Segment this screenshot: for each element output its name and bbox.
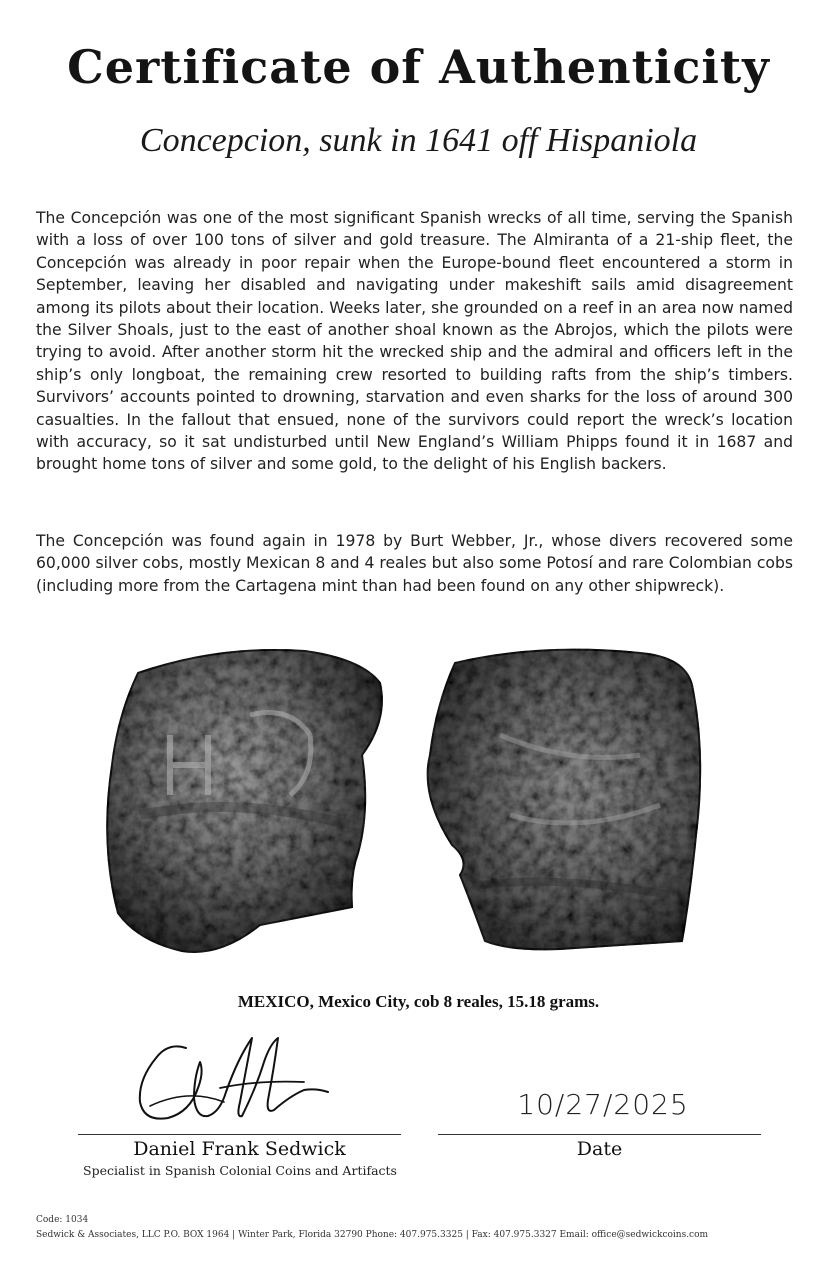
history-paragraph: The Concepción was one of the most significant Spanish wrecks of all time, serving the Spanish with a loss of over 100 tons of silver and gold treasure. The Almiranta of a 21-ship fleet, the Concepción was already in poor repair when the Europe-bound fleet encountered a storm in September, leaving her disabled and navigating under makeshift sails amid disagreement among its pilots about their location. Weeks later, she grounded on a reef in an area now named the Silver Shoals, just to the east of another shoal known as the Abrojos, which the pilots were trying to avoid. After another storm hit the wrecked ship and the admiral and officers left in the ship’s only longboat, the remaining crew resorted to building rafts from the ship’s timbers. Survivors’ accounts pointed to drowning, starvation and even sharks for the loss of around 300 casualties. In the fallout that ensued, none of the survivors could report the wreck’s location with accuracy, so it sat undisturbed until New England’s William Phipps found it in 1687 and brought home tons of silver and some gold, to the delight of his English backers. bbox=[36, 209, 793, 474]
date-line bbox=[438, 1134, 761, 1135]
coin-caption: MEXICO, Mexico City, cob 8 reales, 15.18 grams. bbox=[237, 992, 600, 1011]
certificate-subtitle: Concepcion, sunk in 1641 off Hispaniola bbox=[139, 122, 698, 159]
signer-title: Specialist in Spanish Colonial Coins and Artifacts bbox=[83, 1163, 397, 1178]
handwritten-signature bbox=[128, 1018, 338, 1133]
company-contact-footer: Sedwick & Associates, LLC P.O. BOX 1964 | Winter Park, Florida 32790 Phone: 407.975.3325 | Fax: 407.975.3327 Email: office@sedwickcoins.com bbox=[36, 1230, 709, 1240]
certificate-date: 10/27/2025 bbox=[517, 1088, 689, 1121]
signature-line bbox=[78, 1134, 401, 1135]
date-label: Date bbox=[576, 1138, 623, 1160]
discovery-paragraph: The Concepción was found again in 1978 by Burt Webber, Jr., whose divers recovered some 60,000 silver cobs, mostly Mexican 8 and 4 reales but also some Potosí and rare Colombian cobs (including more from the Cartagena mint than had been found on any other shipwreck). bbox=[36, 532, 793, 595]
coin-reverse bbox=[428, 650, 701, 950]
certificate-code: Code: 1034 bbox=[36, 1215, 89, 1225]
coin-photo bbox=[100, 645, 740, 965]
signer-name: Daniel Frank Sedwick bbox=[133, 1138, 346, 1160]
coin-obverse bbox=[107, 650, 382, 952]
certificate-title: Certificate of Authenticity bbox=[67, 40, 770, 94]
